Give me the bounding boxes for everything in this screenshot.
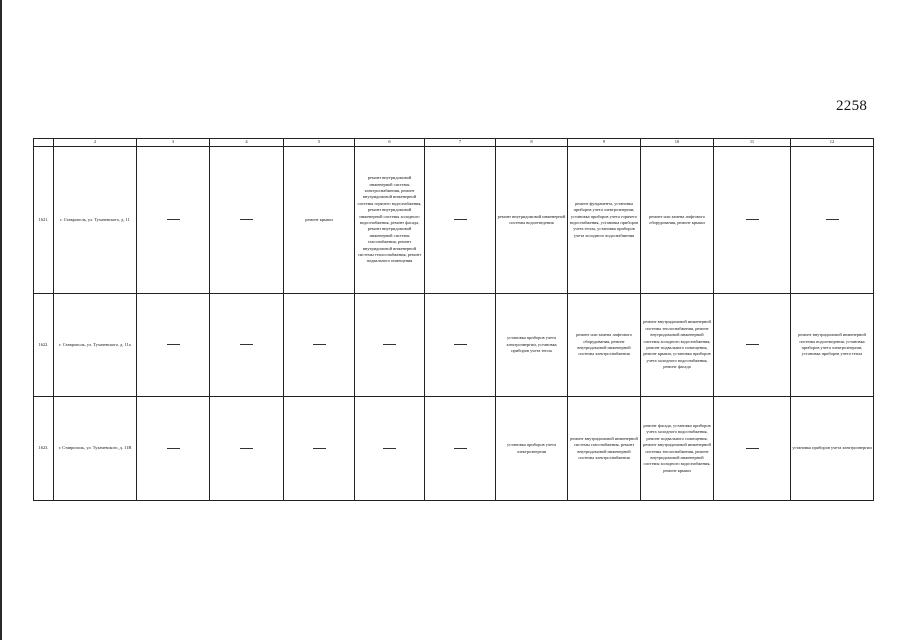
dash-mark bbox=[826, 219, 839, 220]
cell-col5: ремонт крыши bbox=[284, 147, 355, 294]
dash-mark bbox=[167, 448, 180, 449]
table-row bbox=[34, 294, 874, 397]
cell-col8: ремонт внутридомовой инженерной системы водоотведения bbox=[496, 147, 568, 294]
cell-col8: установка приборов учета электроэнергии, установка приборов учета тепла bbox=[496, 294, 568, 397]
header-row bbox=[34, 139, 874, 147]
header-cell-2: 2 bbox=[54, 139, 137, 147]
dash-mark bbox=[167, 344, 180, 345]
dash-mark bbox=[383, 344, 396, 345]
dash-mark bbox=[167, 219, 180, 220]
cell-col4 bbox=[210, 294, 284, 397]
row-number: 1622. bbox=[34, 294, 54, 397]
cell-col11 bbox=[714, 147, 791, 294]
row-number: 1623. bbox=[34, 397, 54, 501]
cell-col6 bbox=[355, 294, 425, 397]
dash-mark bbox=[454, 219, 467, 220]
capital-repair-table bbox=[33, 138, 874, 501]
cell-col12: ремонт внутридомовой инженерной системы водоотведения, установка приборов учета электроэнергии, установка приборов учета тепла bbox=[791, 294, 874, 397]
cell-col11 bbox=[714, 294, 791, 397]
address-cell: г. Ставрополь, ул. Тухачевского, д. 11а bbox=[54, 294, 137, 397]
cell-col4 bbox=[210, 147, 284, 294]
cell-col10: ремонт или замена лифтового оборудования, ремонт крыши bbox=[641, 147, 714, 294]
cell-col10: ремонт внутридомовой инженерной системы теплоснабжения, ремонт внутридомовой инженерной системы холодного водоснабжения, ремонт подвального помещения, ремонт крыши, установка приборов учета холодного водоснабжения, ремонт фасада bbox=[641, 294, 714, 397]
dash-mark bbox=[313, 344, 326, 345]
header-cell-10: 10 bbox=[641, 139, 714, 147]
cell-col7 bbox=[425, 147, 496, 294]
header-cell-4: 4 bbox=[210, 139, 284, 147]
cell-col11 bbox=[714, 397, 791, 501]
row-number: 1621. bbox=[34, 147, 54, 294]
header-cell-6: 6 bbox=[355, 139, 425, 147]
dash-mark bbox=[746, 344, 759, 345]
cell-col6 bbox=[355, 397, 425, 501]
cell-col9: ремонт или замена лифтового оборудования, ремонт внутридомовой инженерной системы электроснабжения bbox=[568, 294, 641, 397]
address-cell: г. Ставрополь, ул. Тухачевского, д. 11В bbox=[54, 397, 137, 501]
cell-col10: ремонт фасада, установка приборов учета холодного водоснабжения, ремонт подвального помещения, ремонт внутридомовой инженерной системы теплоснабжения, ремонт внутридомовой инженерной системы холодного водоснабжения, ремонт крыши bbox=[641, 397, 714, 501]
cell-col3 bbox=[137, 397, 210, 501]
dash-mark bbox=[454, 448, 467, 449]
cell-col9: ремонт фундамента, установка приборов учета электроэнергии, установка приборов учета горячего водоснабжения, установка приборов учета тепла, установка приборов учета холодного водоснабжения bbox=[568, 147, 641, 294]
header-cell-11: 11 bbox=[714, 139, 791, 147]
cell-col7 bbox=[425, 397, 496, 501]
cell-col8: установка приборов учета электроэнергии bbox=[496, 397, 568, 501]
dash-mark bbox=[383, 448, 396, 449]
table-row bbox=[34, 397, 874, 501]
address-cell: г. Ставрополь, ул. Тухачевского, д. 11 bbox=[54, 147, 137, 294]
cell-col6: ремонт внутридомовой инженерной системы электроснабжения, ремонт внутридомовой инженерной системы горячего водоснабжения, ремонт внутридомовой инженерной системы холодного водоснабжения, ремонт фасада, ремонт внутридомовой инженерной системы газоснабжения, ремонт внутридомовой инженерной системы теплоснабжения, ремонт подвального помещения bbox=[355, 147, 425, 294]
cell-col3 bbox=[137, 294, 210, 397]
cell-col5 bbox=[284, 397, 355, 501]
cell-col7 bbox=[425, 294, 496, 397]
scan-left-edge bbox=[0, 0, 2, 640]
cell-col3 bbox=[137, 147, 210, 294]
dash-mark bbox=[240, 448, 253, 449]
dash-mark bbox=[240, 344, 253, 345]
header-cell-9: 9 bbox=[568, 139, 641, 147]
cell-col12: установка приборов учета электроэнергии bbox=[791, 397, 874, 501]
header-cell-8: 8 bbox=[496, 139, 568, 147]
page-number: 2258 bbox=[836, 98, 868, 114]
table-row bbox=[34, 147, 874, 294]
cell-col12 bbox=[791, 147, 874, 294]
dash-mark bbox=[746, 219, 759, 220]
dash-mark bbox=[746, 448, 759, 449]
cell-col4 bbox=[210, 397, 284, 501]
header-cell-5: 5 bbox=[284, 139, 355, 147]
cell-col9: ремонт внутридомовой инженерной системы газоснабжения, ремонт внутридомовой инженерной системы электроснабжения bbox=[568, 397, 641, 501]
header-cell-3: 3 bbox=[137, 139, 210, 147]
header-cell-12: 12 bbox=[791, 139, 874, 147]
dash-mark bbox=[313, 448, 326, 449]
dash-mark bbox=[454, 344, 467, 345]
cell-col5 bbox=[284, 294, 355, 397]
dash-mark bbox=[240, 219, 253, 220]
header-cell-1 bbox=[34, 139, 54, 147]
header-cell-7: 7 bbox=[425, 139, 496, 147]
